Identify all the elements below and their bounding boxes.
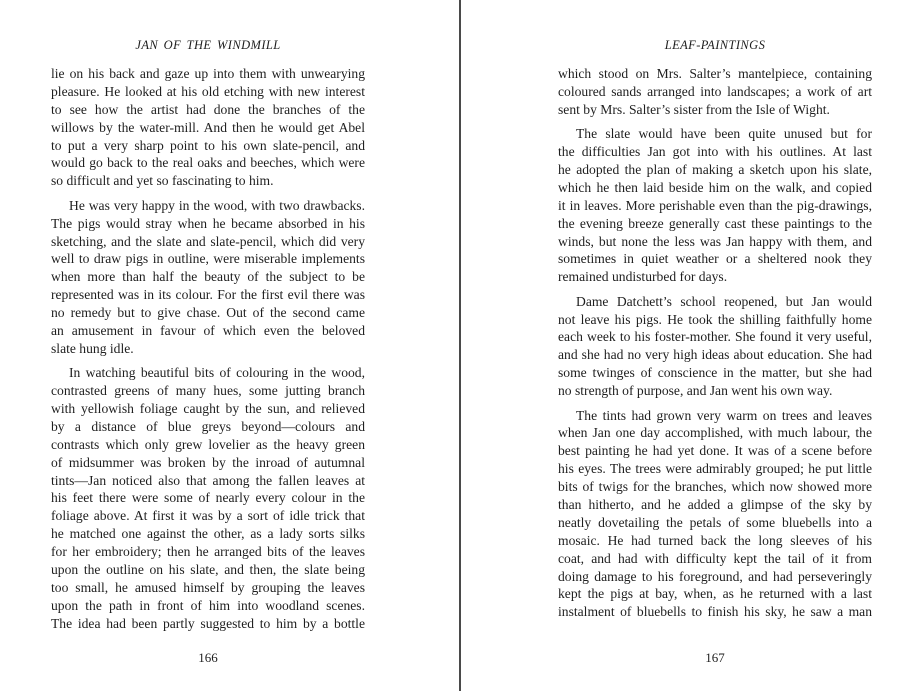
text-line: than hitherto, and he added a glimpse of the sky by <box>558 496 872 512</box>
gutter-divider <box>459 0 461 691</box>
text-line: slate hung idle. <box>51 340 134 356</box>
text-line: contrasted greens of many hues, some jutting branch <box>51 383 365 399</box>
text-line: of midsummer was broken by the inroad of autumnal <box>51 454 365 470</box>
text-line: the difficulties Jan got into with his outlines. At last <box>558 144 872 160</box>
paragraph <box>558 407 872 622</box>
running-header-right: LEAF-PAINTINGS <box>664 38 766 52</box>
text-line: by a distance of blue greys beyond—colours and <box>51 418 365 434</box>
paragraph <box>558 65 872 119</box>
text-line: which he then laid beside him on the walk, and copied <box>558 179 872 195</box>
paragraph <box>51 65 365 190</box>
text-line: The slate would have been quite unused but for <box>576 126 872 142</box>
right-page-body <box>558 65 872 628</box>
text-line: The tints had grown very warm on trees and leaves <box>576 407 872 423</box>
left-page-body <box>51 65 365 639</box>
text-line: pleasure. He looked at his old etching with new interest <box>51 83 365 99</box>
text-line: sketching, and the slate and slate-pencil, which did very <box>51 233 365 249</box>
text-line: well to draw pigs in outline, were miserable implements <box>51 251 365 267</box>
text-line: no remedy but to give chase. Out of the second came <box>51 305 365 321</box>
text-line: some twinges of conscience in the matter, but she had <box>558 365 872 381</box>
paragraph <box>51 364 365 632</box>
text-line: so difficult and yet so fascinating to him. <box>51 173 274 189</box>
right-page <box>558 0 872 691</box>
text-line: when Jan one day accomplished, with much labour, the <box>558 425 872 441</box>
text-line: kept the pigs at bay, when, as he returned with a last <box>558 586 872 602</box>
text-line: when more than half the beauty of the subject to be <box>51 269 365 285</box>
text-line: to see how the artist had done the branches of the <box>51 101 365 117</box>
text-line: remained undisturbed for days. <box>558 269 728 285</box>
text-line: winds, but none the less was Jan happy with them, and <box>558 233 872 249</box>
paragraph <box>51 197 365 358</box>
text-line: coloured sands arranged into landscapes; a work of art <box>558 83 872 99</box>
text-line: instalment of bluebells to finish his sky, he saw a man <box>558 604 872 620</box>
text-line: bits of twigs for the branches, which now showed more <box>558 479 872 495</box>
text-line: too small, he amused himself by grouping the leaves <box>51 579 365 595</box>
paragraph <box>558 293 872 400</box>
text-line: not leave his pigs. He took the shilling faithfully home <box>558 311 872 327</box>
text-line: neatly dovetailing the petals of some bluebells into a <box>558 514 872 530</box>
text-line: each week to his foster-mother. She found it very useful, <box>558 329 872 345</box>
text-line: sent by Mrs. Salter’s sister from the Isle of Wight. <box>558 101 830 117</box>
paragraph <box>558 125 872 286</box>
text-line: The idea had been partly suggested to him by a bottle <box>51 615 365 631</box>
text-line: upon the outline on his slate, and then, the slate being <box>51 562 365 578</box>
text-line: sometimes in quiet weather or a sheltered nook they <box>558 251 872 267</box>
left-page <box>51 0 365 691</box>
text-line: represented was in its colour. For the first evil there was <box>51 287 365 303</box>
text-line: best painting he had yet done. It was of a scene before <box>558 443 872 459</box>
text-line: his feet there were some of nearly every colour in the <box>51 490 365 506</box>
text-line: which stood on Mrs. Salter’s mantelpiece, containing <box>558 66 872 81</box>
text-line: to put a very sharp point to his own slate-pencil, and <box>51 137 365 153</box>
text-line: He was very happy in the wood, with two drawbacks. <box>69 197 365 213</box>
text-line: coat, and had with difficulty kept the tail of it from <box>558 550 872 566</box>
text-line: tints—Jan noticed also that among the fallen leaves at <box>51 472 365 488</box>
text-line: willows by the water-mill. And then he would get Abel <box>51 119 365 135</box>
text-line: Dame Datchett’s school reopened, but Jan would <box>576 293 872 309</box>
text-line: it in leaves. More perishable even than the pig-drawings, <box>558 197 872 213</box>
text-line: he adopted the plan of making a sketch upon his slate, <box>558 161 872 177</box>
running-header-left: JAN OF THE WINDMILL <box>135 38 281 52</box>
text-line: In watching beautiful bits of colouring in the wood, <box>69 365 365 381</box>
text-line: doing damage to his foreground, and had perseveringly <box>558 568 872 584</box>
text-line: the evening breeze generally cast these paintings to the <box>558 215 872 231</box>
text-line: foliage above. At first it was by a sort of idle trick that <box>51 508 365 524</box>
text-line: no strength of purpose, and Jan went his own way. <box>558 383 833 399</box>
text-line: he matched one against the other, as a lady sorts silks <box>51 526 365 542</box>
text-line: his eyes. The trees were admirably grouped; he put little <box>558 461 872 477</box>
text-line: lie on his back and gaze up into them with unwearying <box>51 66 365 81</box>
text-line: The pigs would stray when he became absorbed in his <box>51 215 365 231</box>
page-number-left: 166 <box>198 650 218 665</box>
text-line: and she had no very high ideas about education. She had <box>558 347 872 363</box>
page-number-right: 167 <box>705 650 725 665</box>
text-line: for her embroidery; then he arranged bits of the leaves <box>51 544 365 560</box>
text-line: contrasts which only grew lovelier as the heavy green <box>51 436 365 452</box>
text-line: an amusement in favour of which even the beloved <box>51 322 365 338</box>
text-line: mosaic. He had turned back the long sleeves of his <box>558 532 872 548</box>
text-line: would go back to the real oaks and beeches, which were <box>51 155 365 171</box>
text-line: upon the path in front of him into woodland scenes. <box>51 597 365 613</box>
text-line: with yellowish foliage caught by the sun, and relieved <box>51 401 365 417</box>
